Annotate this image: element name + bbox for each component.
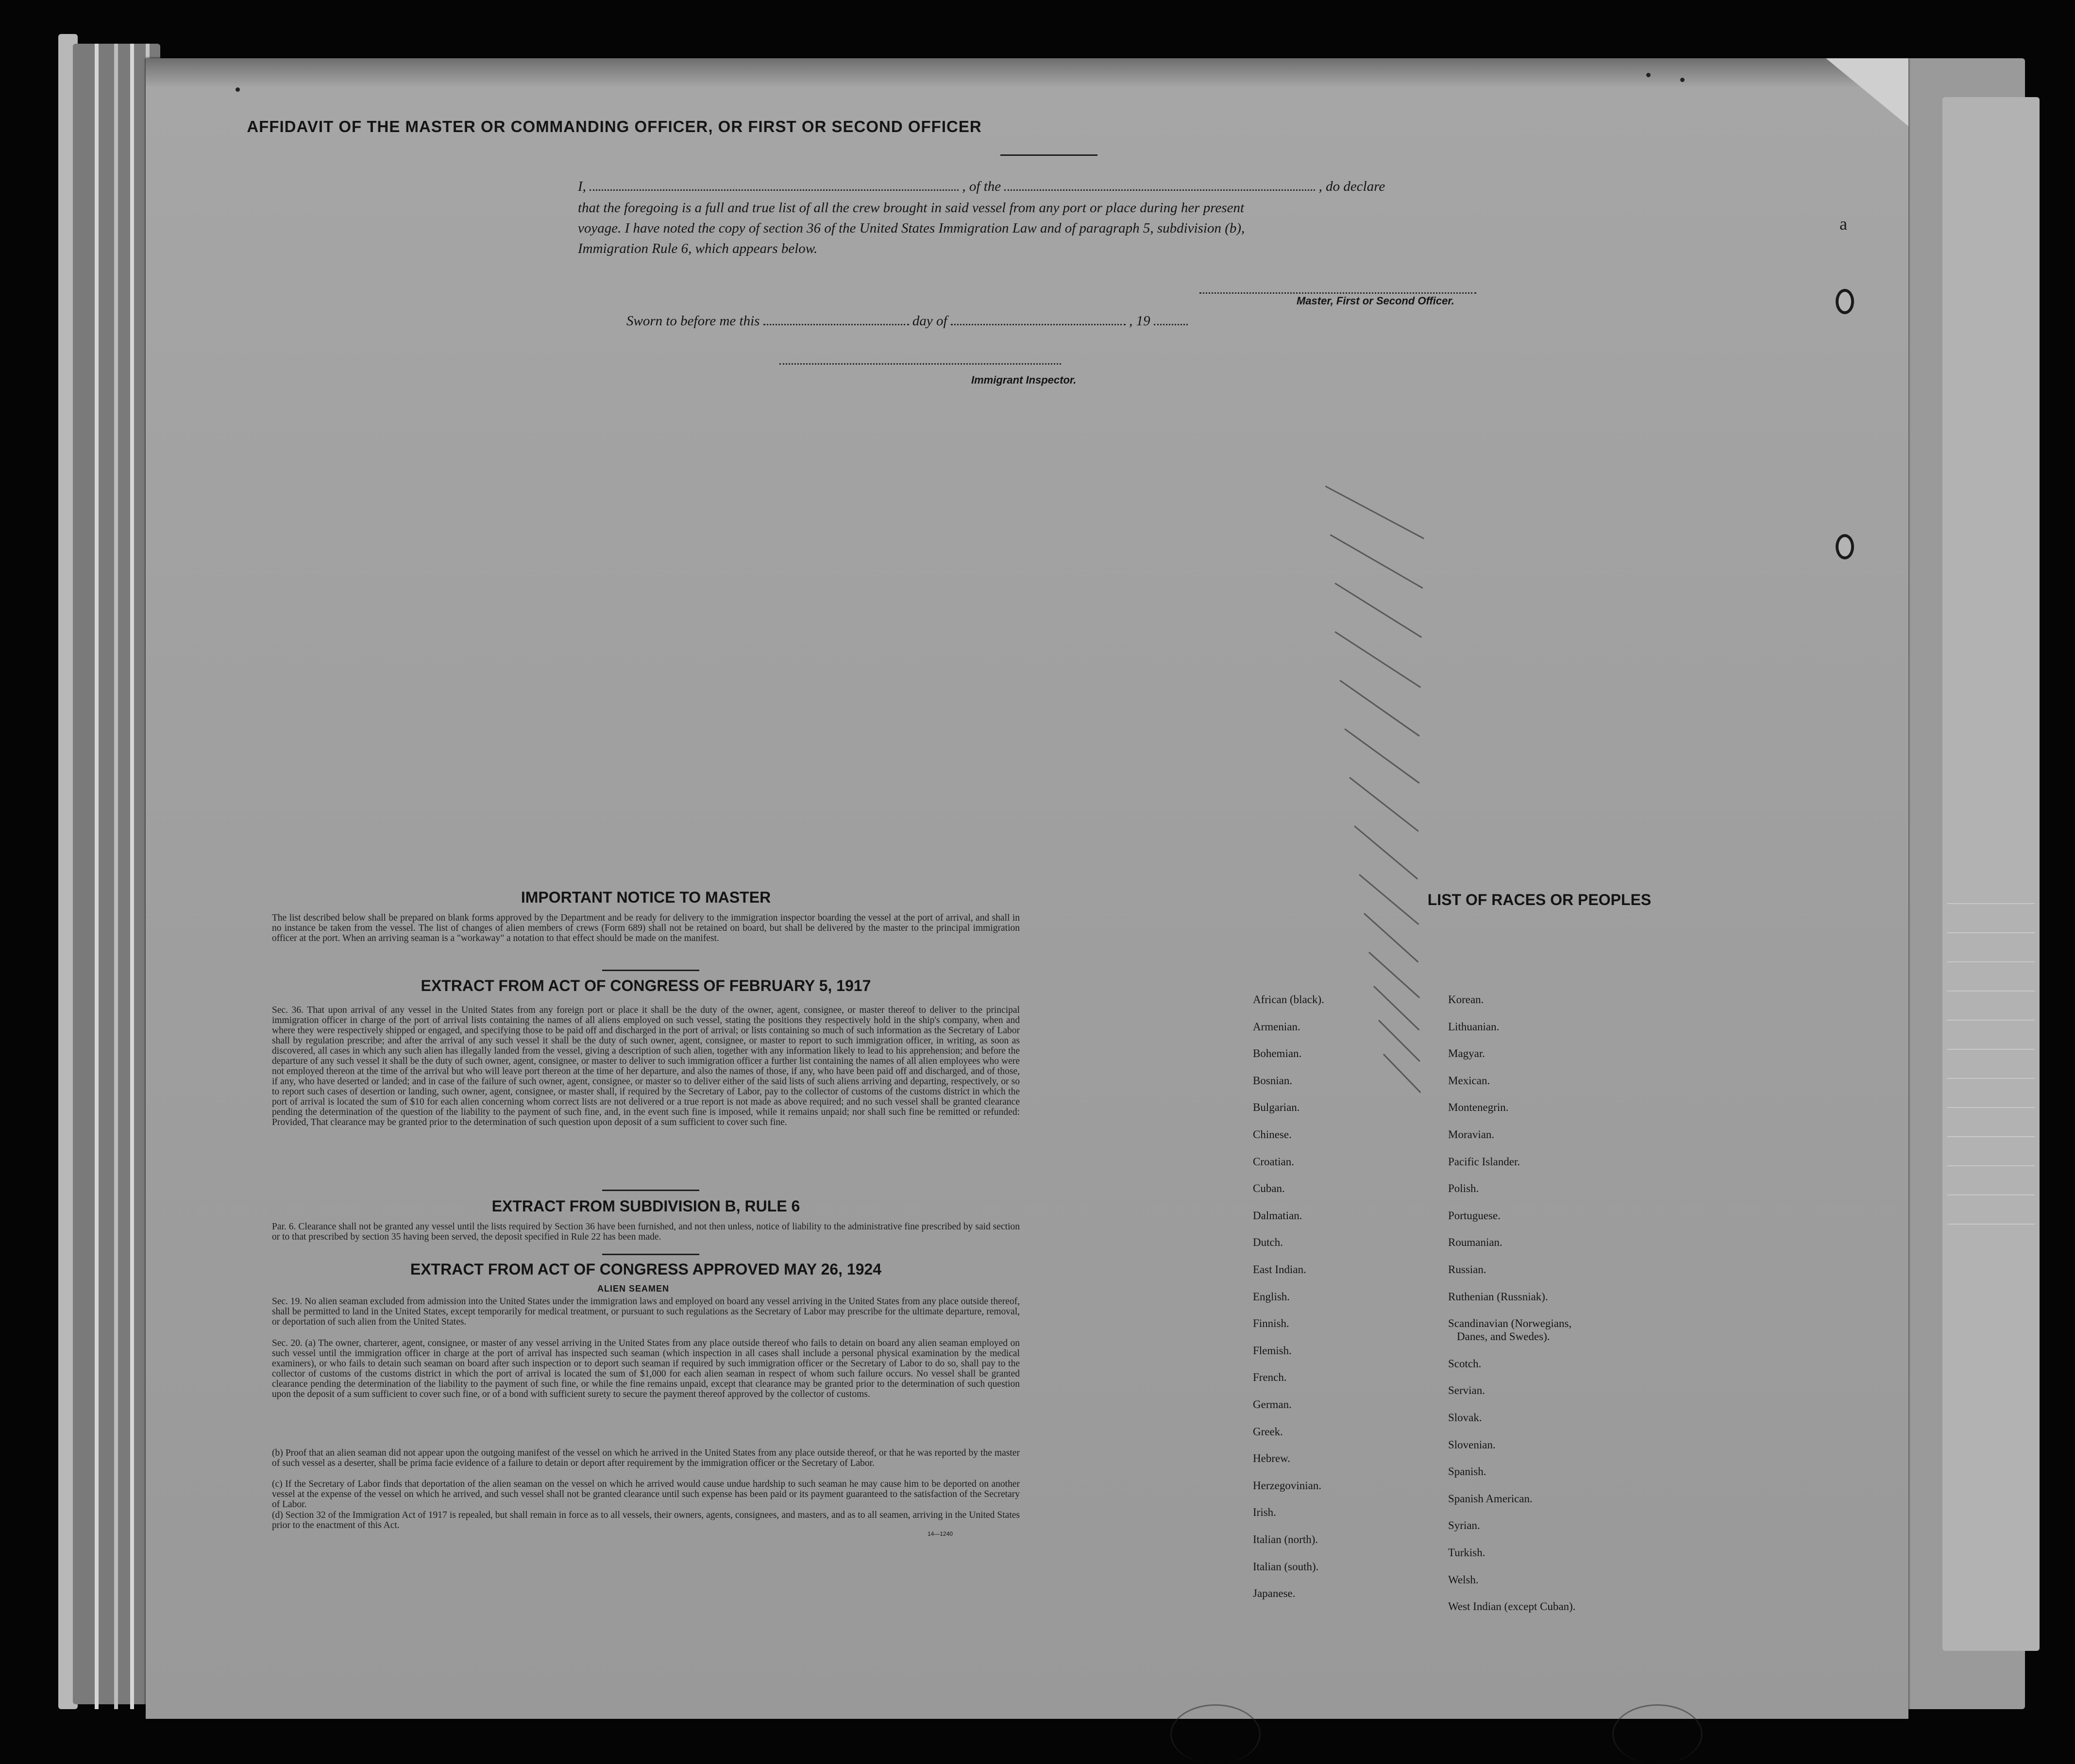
race-item: Cuban.	[1253, 1182, 1285, 1195]
section-rule	[602, 1254, 699, 1255]
affidavit-declare: , do declare	[1318, 179, 1385, 194]
handwritten-check-stroke	[1354, 825, 1418, 880]
race-item: Spanish.	[1448, 1465, 1486, 1478]
pin-mark	[1680, 78, 1685, 82]
race-item: Dalmatian.	[1253, 1209, 1302, 1222]
race-item: Portuguese.	[1448, 1209, 1501, 1222]
handwritten-check-stroke	[1368, 952, 1420, 998]
race-item: Servian.	[1448, 1384, 1485, 1397]
ruled-line	[1947, 1136, 2035, 1137]
section-rule	[602, 970, 699, 971]
handwritten-check-stroke	[1383, 1054, 1421, 1093]
punch-hole	[1836, 534, 1854, 559]
race-item: English.	[1253, 1290, 1290, 1303]
page-top-shadow	[146, 58, 1908, 87]
ruled-line	[1947, 961, 2035, 962]
sec20c-text: (c) If the Secretary of Labor finds that deportation of the alien seaman on the vessel on which he arrived would cause undue hardship to such seaman he may cause him to be deported on another vessel at the expense of the vessel on which he arrived, and such vessel shall not be granted clearance until such expense has been paid or its payment guaranteed to the satisfaction of the Secretary of Labor.	[272, 1479, 1020, 1510]
sworn-start: Sworn to before me this	[626, 313, 760, 329]
race-item: Moravian.	[1448, 1128, 1495, 1141]
sworn-date-blank	[763, 324, 909, 325]
race-item: Scotch.	[1448, 1357, 1482, 1370]
races-title: LIST OF RACES OR PEOPLES	[1427, 891, 1652, 908]
affidavit-line-3: voyage. I have noted the copy of section 36 of the United States Immigration Law and of paragraph 5, subdivision (b),	[578, 220, 1245, 236]
race-item: Pacific Islander.	[1448, 1155, 1520, 1168]
sec20b-text: (b) Proof that an alien seaman did not appear upon the outgoing manifest of the vessel on which he arrived in the United States from any place outside thereof, or that he was reported by the master of such vessel as a deserter, shall be prima facie evidence of a failure to detain or deport after requirement by the immigration officer or the Secretary of Labor.	[272, 1448, 1020, 1468]
sworn-line	[626, 313, 1188, 329]
page-edge	[130, 44, 134, 1709]
race-item: West Indian (except Cuban).	[1448, 1600, 1576, 1613]
race-item: Greek.	[1253, 1425, 1283, 1438]
race-item: Roumanian.	[1448, 1236, 1502, 1249]
race-item: Hebrew.	[1253, 1452, 1291, 1465]
folded-corner	[1826, 58, 1908, 126]
race-item: Polish.	[1448, 1182, 1479, 1195]
title-rule	[1000, 154, 1097, 156]
ruled-line	[1947, 1049, 2035, 1050]
race-item: Russian.	[1448, 1263, 1486, 1276]
race-item: Slovak.	[1448, 1411, 1482, 1424]
master-caption: Master, First or Second Officer.	[1297, 295, 1454, 307]
page-edge	[95, 44, 99, 1709]
ruled-line	[1947, 903, 2035, 904]
race-item: Flemish.	[1253, 1344, 1292, 1357]
race-item: Spanish American.	[1448, 1492, 1533, 1505]
handwritten-check-stroke	[1344, 728, 1419, 784]
race-item: Montenegrin.	[1448, 1101, 1509, 1114]
race-item: Chinese.	[1253, 1128, 1292, 1141]
race-item: Croatian.	[1253, 1155, 1294, 1168]
ruled-line	[1947, 932, 2035, 933]
ruled-line	[1947, 1020, 2035, 1021]
handwritten-check-stroke	[1339, 680, 1420, 737]
race-item: Slovenian.	[1448, 1438, 1496, 1451]
race-item: Irish.	[1253, 1506, 1276, 1519]
punch-hole	[1836, 289, 1854, 314]
race-item: Italian (north).	[1253, 1533, 1318, 1546]
form-code: 14—1240	[928, 1530, 953, 1537]
sec20d-text: (d) Section 32 of the Immigration Act of 1917 is repealed, but shall remain in force as to all vessels, their owners, agents, consignees, and masters, and as to all seamen, arriving in the United States prior to the enactment of this Act.	[272, 1510, 1020, 1530]
margin-letter-a: a	[1839, 214, 1847, 234]
race-item: Bohemian.	[1253, 1047, 1302, 1060]
race-item: French.	[1253, 1371, 1287, 1384]
race-item: Japanese.	[1253, 1587, 1296, 1600]
page-edge	[114, 44, 118, 1709]
race-item: Armenian.	[1253, 1020, 1300, 1033]
race-item: Syrian.	[1448, 1519, 1480, 1532]
vessel-blank	[1004, 189, 1315, 191]
race-item: Turkish.	[1448, 1546, 1485, 1559]
handwritten-check-stroke	[1334, 631, 1421, 688]
alien-seamen-heading: ALIEN SEAMEN	[597, 1284, 670, 1294]
extract-1924-title: EXTRACT FROM ACT OF CONGRESS APPROVED MAY 26, 1924	[410, 1260, 882, 1278]
ruled-line	[1947, 1107, 2035, 1108]
race-item: Mexican.	[1448, 1074, 1490, 1087]
inspector-caption: Immigrant Inspector.	[971, 374, 1077, 386]
receipt-stamp	[1612, 1704, 1703, 1764]
receipt-stamp	[1170, 1704, 1261, 1764]
sworn-year-blank	[1154, 324, 1188, 325]
race-item: Ruthenian (Russniak).	[1448, 1290, 1548, 1303]
race-item: East Indian.	[1253, 1263, 1306, 1276]
ruled-line	[1947, 1224, 2035, 1225]
handwritten-check-stroke	[1334, 583, 1422, 638]
ruled-line	[1947, 1194, 2035, 1195]
sworn-day-of: day of	[912, 313, 947, 329]
race-item: Lithuanian.	[1448, 1020, 1500, 1033]
extract-rule6-text: Par. 6. Clearance shall not be granted any vessel until the lists required by Section 36 have been furnished, and not then unless, notice of liability to the administrative fine prescribed by said section or to that prescribed by section 35 having been served, the deposit specified in Rule 22 has been made.	[272, 1222, 1020, 1242]
inspector-signature-line	[779, 363, 1061, 365]
handwritten-check-stroke	[1325, 486, 1424, 539]
affidavit-line-2: that the foregoing is a full and true list of all the crew brought in said vessel from any port or place during her present	[578, 200, 1245, 216]
sec19-text: Sec. 19. No alien seaman excluded from admission into the United States under the immigration laws and employed on board any vessel arriving in the United States from any place outside thereof, shall be permitted to land in the United States, except temporarily for medical treatment, or pursuant to such regulations as the Secretary of Labor may prescribe for the ultimate departure, removal, or deportation of such alien from the United States.	[272, 1296, 1020, 1327]
race-item: Danes, and Swedes).	[1457, 1330, 1550, 1343]
race-item: Finnish.	[1253, 1317, 1289, 1330]
affidavit-line-1	[578, 179, 1385, 195]
race-item: Herzegovinian.	[1253, 1479, 1322, 1492]
affidavit-pronoun: I,	[578, 179, 586, 194]
race-item: Welsh.	[1448, 1573, 1479, 1586]
race-item: African (black).	[1253, 993, 1324, 1006]
master-signature-line	[1199, 292, 1476, 294]
sworn-year: , 19	[1129, 313, 1150, 329]
affidavit-of-the: , of the	[962, 179, 1001, 194]
pin-mark	[236, 87, 240, 92]
sec20a-text: Sec. 20. (a) The owner, charterer, agent, consignee, or master of any vessel arriving in the United States from any place outside thereof who fails to detain on board any alien seaman employed on such vessel until the immigration officer in charge at the port of arrival has inspected such seaman (which inspection in all cases shall include a personal physical examination by the medical examiners), or who fails to detain such seaman on board after such inspection or to deport such seaman if required by such immigration officer or the Secretary of Labor to do so, shall pay to the collector of customs of the customs district in which the port of arrival is located the sum of $1,000 for each alien seaman in respect of whom such failure occurs. No vessel shall be granted clearance pending the determination of the liability to the payment of such fine, or while the fine remains unpaid, except that clearance may be granted prior to the determination of such question upon the deposit of a sum sufficient to cover such fine, or of a bond with sufficient surety to secure the payment thereof approved by the collector of customs.	[272, 1338, 1020, 1399]
handwritten-check-stroke	[1330, 534, 1423, 589]
handwritten-check-stroke	[1349, 777, 1419, 832]
race-item: Italian (south).	[1253, 1560, 1319, 1573]
race-item: Scandinavian (Norwegians,	[1448, 1317, 1572, 1330]
extract-1917-title: EXTRACT FROM ACT OF CONGRESS OF FEBRUARY 5, 1917	[421, 977, 871, 994]
extract-1917-text: Sec. 36. That upon arrival of any vessel in the United States from any foreign port or place it shall be the duty of the owner, agent, consignee, or master thereof to deliver to the principal immigration officer in charge of the port of arrival lists containing the names of all aliens employed on such vessel, stating the positions they respectively hold in the ship's company, when and where they were respectively shipped or engaged, and specifying those to be paid off and discharged in the port of arrival; or lists containing so much of such information as the Secretary of Labor shall by regulation prescribe; and after the arrival of any such vessel it shall be the duty of such owner, agent, consignee, or master to report to such immigration officer, in writing, as soon as discovered, all cases in which any such alien has illegally landed from the vessel, giving a description of such alien, together with any information likely to lead to his apprehension; and before the departure of any such vessel it shall be the duty of such owner, agent, consignee, or master to deliver to such immigration officer a further list containing the names of all alien employees who were not employed thereon at the time of the arrival but who will leave port thereon at the time of her departure, and also the names of those, if any, who have been paid off and discharged, and of those, if any, who have deserted or landed; and in case of the failure of such owner, agent, consignee, or master so to deliver either of the said lists of such aliens arriving and departing, respectively, or so to report such cases of desertion or landing, such owner, agent, consignee, or master shall, if required by the Secretary of Labor, pay to the collector of customs of the customs district in which the port of arrival is located the sum of $10 for each alien concerning whom correct lists are not delivered or a true report is not made as above required; and no such vessel shall be granted clearance pending the determination of the question of the liability to the payment of such fine, and, in the event such fine is imposed, while it remains unpaid; nor shall such fine be remitted or refunded: Provided, That clearance may be granted prior to the determination of such question upon deposit of a sum sufficient to cover such fine.	[272, 1005, 1020, 1127]
extract-rule6-title: EXTRACT FROM SUBDIVISION B, RULE 6	[491, 1197, 800, 1215]
race-item: German.	[1253, 1398, 1292, 1411]
underlying-page-ruled	[1942, 97, 2040, 1651]
affidavit-title: AFFIDAVIT OF THE MASTER OR COMMANDING OFFICER, OR FIRST OR SECOND OFFICER	[247, 118, 982, 135]
pin-mark	[1646, 73, 1651, 77]
race-item: Korean.	[1448, 993, 1484, 1006]
notice-title: IMPORTANT NOTICE TO MASTER	[521, 889, 771, 906]
name-blank	[590, 189, 959, 191]
ruled-line	[1947, 1078, 2035, 1079]
section-rule	[602, 1190, 699, 1191]
race-item: Bosnian.	[1253, 1074, 1293, 1087]
manifest-page	[146, 58, 1908, 1719]
notice-text: The list described below shall be prepared on blank forms approved by the Department and be ready for delivery to the immigration inspector boarding the vessel at the port of arrival, and shall in no instance be taken from the vessel. The list of changes of alien members of crews (Form 689) shall not be retained on board, but shall be delivered by the master to the principal immigration officer at the port. When an arriving seaman is a "workaway" a notation to that effect should be made on the manifest.	[272, 913, 1020, 943]
affidavit-line-4: Immigration Rule 6, which appears below.	[578, 241, 818, 256]
race-item: Bulgarian.	[1253, 1101, 1300, 1114]
ruled-line	[1947, 1165, 2035, 1166]
race-item: Dutch.	[1253, 1236, 1283, 1249]
sworn-month-blank	[951, 324, 1126, 325]
race-item: Magyar.	[1448, 1047, 1485, 1060]
